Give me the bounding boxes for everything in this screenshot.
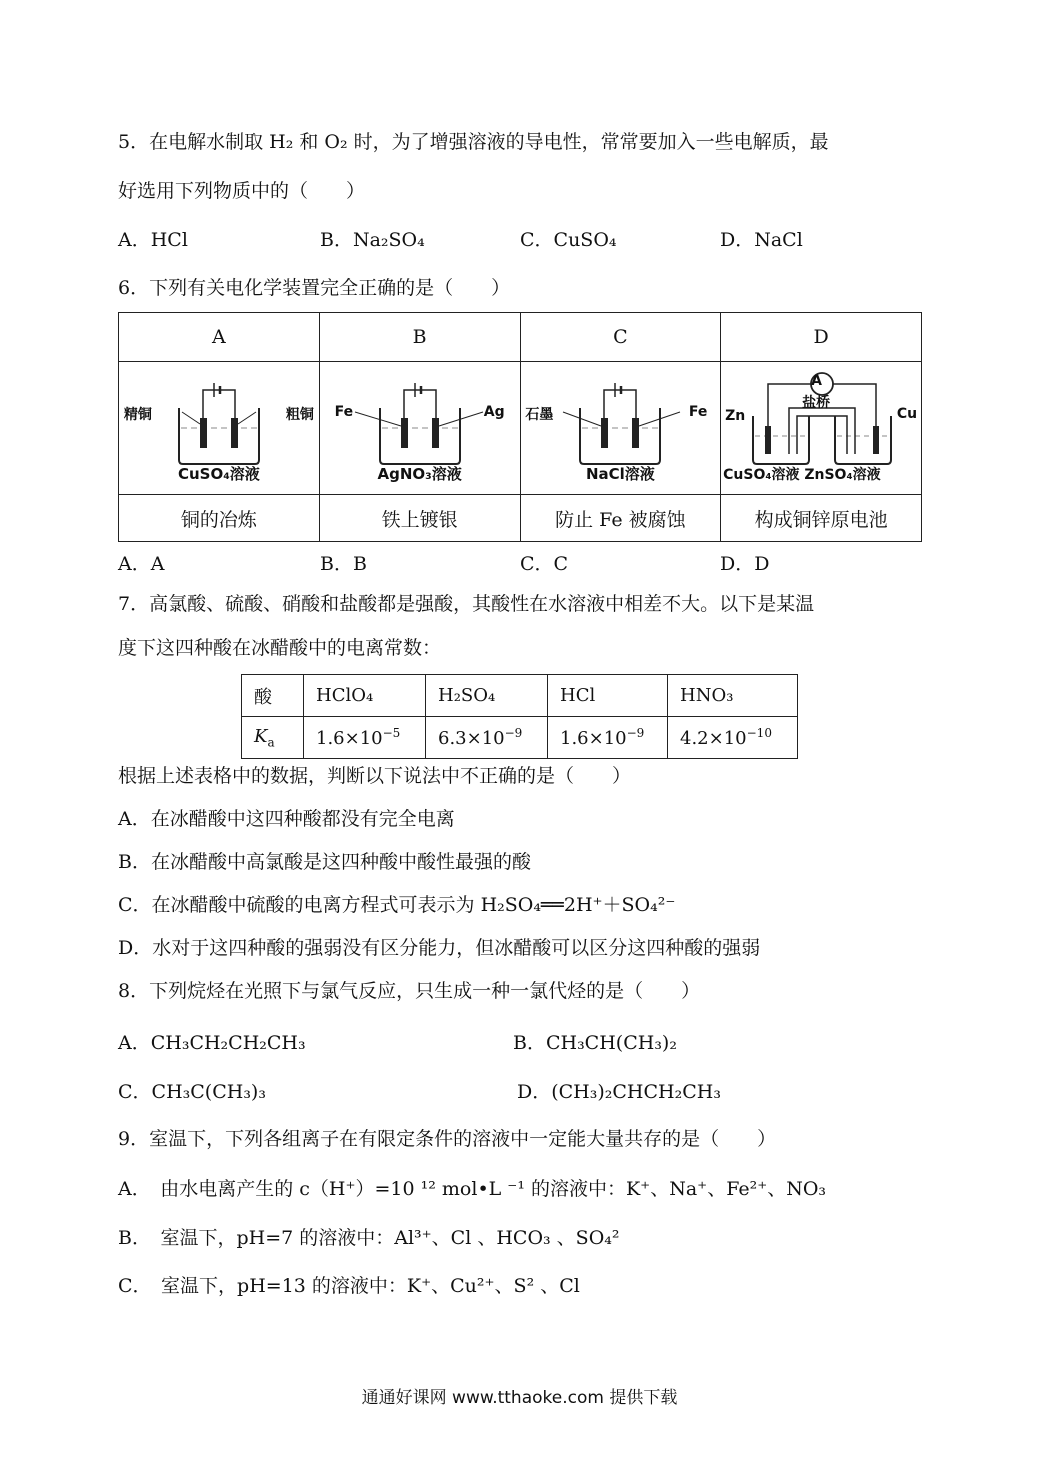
ka-value: 6.3×10	[438, 728, 505, 749]
q6-stem: 6．下列有关电化学装置完全正确的是（ ）	[118, 277, 511, 299]
q7-ka-table	[241, 674, 798, 759]
electrolysis-cell-a	[124, 368, 314, 488]
q6-header-d: D	[721, 313, 922, 362]
q7-table-header-hclo4: HClO₄	[304, 675, 426, 717]
q7-stem-line2: 度下这四种酸在冰醋酸中的电离常数：	[118, 637, 442, 659]
q9-option-a: A． 由水电离产生的 c（H⁺）=10 ¹² mol•L ⁻¹ 的溶液中：K⁺、Na⁺、Fe²⁺、NO₃	[118, 1178, 827, 1200]
q6-d-left-electrode: Zn	[725, 408, 746, 424]
q6-header-c: C	[520, 313, 721, 362]
q9-option-b: B． 室温下，pH=7 的溶液中：Al³⁺、Cl 、HCO₃ 、SO₄²	[118, 1227, 620, 1249]
page-footer: 通通好课网 www.tthaoke.com 提供下载	[361, 1388, 678, 1408]
q6-caption-b: 铁上镀银	[319, 495, 520, 542]
ka-subscript: a	[267, 735, 275, 750]
q7-stem-line1: 7．高氯酸、硫酸、硝酸和盐酸都是强酸，其酸性在水溶液中相差不大。以下是某温	[118, 593, 815, 615]
q5-option-a: A．HCl	[118, 229, 188, 251]
q6-apparatus-c-cell	[520, 362, 721, 495]
ka-exponent: −10	[746, 726, 772, 740]
q6-a-left-electrode: 精铜	[123, 407, 152, 423]
q7-table-ka-h2so4	[426, 717, 548, 759]
q7-table-ka-hcl	[548, 717, 668, 759]
q7-table-header-h2so4: H₂SO₄	[426, 675, 548, 717]
q8-option-c: C．CH₃C(CH₃)₃	[118, 1081, 266, 1103]
q8-stem: 8．下列烷烃在光照下与氯气反应，只生成一种一氯代烃的是（ ）	[118, 980, 701, 1002]
q6-apparatus-table	[118, 312, 922, 542]
q7-table-ka-hno3	[668, 717, 798, 759]
q8-option-b: B．CH₃CH(CH₃)₂	[513, 1032, 677, 1054]
q7-option-d: D．水对于这四种酸的强弱没有区分能力，但冰醋酸可以区分这四种酸的强弱	[118, 937, 761, 959]
ka-symbol: K	[254, 725, 268, 747]
q6-a-right-electrode: 粗铜	[285, 407, 314, 423]
q5-option-b: B．Na₂SO₄	[320, 229, 425, 251]
ka-exponent: −5	[382, 726, 401, 740]
q6-option-c: C．C	[520, 553, 569, 575]
q6-caption-c: 防止 Fe 被腐蚀	[520, 495, 721, 542]
q6-option-d: D．D	[720, 553, 770, 575]
q6-c-left-electrode: 石墨	[525, 407, 554, 423]
q6-b-left-electrode: Fe	[334, 404, 354, 420]
q7-table-header-hcl: HCl	[548, 675, 668, 717]
q5-option-d: D．NaCl	[720, 229, 803, 251]
galvanic-cell-d	[723, 368, 919, 488]
q8-option-a: A．CH₃CH₂CH₂CH₃	[118, 1032, 306, 1054]
q5-stem-line1: 5．在电解水制取 H₂ 和 O₂ 时，为了增强溶液的导电性，常常要加入一些电解质，最	[118, 131, 829, 153]
q7-option-c: C．在冰醋酸中硫酸的电离方程式可表示为 H₂SO₄══2H⁺＋SO₄²⁻	[118, 894, 676, 916]
ka-value: 4.2×10	[680, 728, 747, 749]
q7-table-ka-hclo4	[304, 717, 426, 759]
q6-caption-a: 铜的冶炼	[119, 495, 320, 542]
q6-b-right-electrode: Ag	[483, 404, 505, 420]
q6-a-solution: CuSO₄溶液	[177, 465, 260, 483]
q7-question: 根据上述表格中的数据，判断以下说法中不正确的是（ ）	[118, 765, 632, 787]
q7-table-header-hno3: HNO₃	[668, 675, 798, 717]
q6-d-salt-bridge: 盐桥	[802, 395, 831, 411]
q6-header-b: B	[319, 313, 520, 362]
q6-caption-d: 构成铜锌原电池	[721, 495, 922, 542]
q6-b-solution: AgNO₃溶液	[377, 465, 462, 483]
q6-apparatus-d-cell	[721, 362, 922, 495]
ka-exponent: −9	[504, 726, 523, 740]
q7-table-header-acid: 酸	[242, 675, 304, 717]
q5-stem-line2: 好选用下列物质中的（ ）	[118, 180, 366, 202]
q6-d-right-solution: ZnSO₄溶液	[804, 467, 881, 483]
q7-option-a: A．在冰醋酸中这四种酸都没有完全电离	[118, 808, 455, 830]
ka-value: 1.6×10	[560, 728, 627, 749]
q6-apparatus-b-cell	[319, 362, 520, 495]
ka-value: 1.6×10	[316, 728, 383, 749]
q9-option-c: C． 室温下，pH=13 的溶液中：K⁺、Cu²⁺、S² 、Cl	[118, 1275, 580, 1297]
q5-option-c: C．CuSO₄	[520, 229, 617, 251]
q6-header-a: A	[119, 313, 320, 362]
q6-d-right-electrode: Cu	[896, 406, 918, 422]
q6-apparatus-a-cell	[119, 362, 320, 495]
q6-c-solution: NaCl溶液	[585, 465, 655, 483]
q6-option-a: A．A	[118, 553, 165, 575]
electrolysis-cell-b	[325, 368, 515, 488]
ammeter-icon: A	[811, 373, 822, 389]
q6-option-b: B．B	[320, 553, 367, 575]
q7-table-ka-label	[242, 717, 304, 759]
q6-d-left-solution: CuSO₄溶液	[723, 467, 800, 483]
electrolysis-cell-c	[525, 368, 715, 488]
q6-c-right-electrode: Fe	[688, 404, 708, 420]
q9-stem: 9．室温下，下列各组离子在有限定条件的溶液中一定能大量共存的是（ ）	[118, 1128, 777, 1150]
q8-option-d: D．(CH₃)₂CHCH₂CH₃	[517, 1081, 721, 1103]
q6-d-solutions	[723, 464, 919, 484]
q7-option-b: B．在冰醋酸中高氯酸是这四种酸中酸性最强的酸	[118, 851, 531, 873]
ka-exponent: −9	[626, 726, 645, 740]
